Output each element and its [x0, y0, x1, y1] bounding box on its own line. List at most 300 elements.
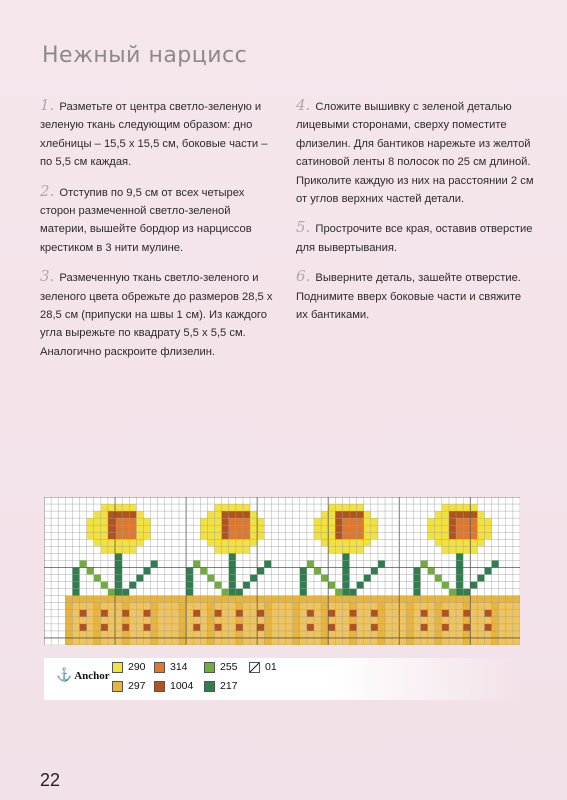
- stitch-cell: [229, 582, 236, 589]
- stitch-cell: [392, 617, 399, 624]
- stitch-cell: [492, 638, 499, 645]
- stitch-cell: [101, 525, 108, 532]
- stitch-cell: [342, 525, 349, 532]
- stitch-cell: [293, 603, 300, 610]
- stitch-cell: [129, 631, 136, 638]
- stitch-cell: [222, 518, 229, 525]
- stitch-cell: [335, 596, 342, 603]
- stitch-cell: [229, 589, 236, 596]
- stitch-cell: [435, 532, 442, 539]
- step-text: Отступив по 9,5 см от всех четырех сторон размеченной светло-зеленой материи, вышейте бордюр из нарциссов крестиком в 3 нити мулине.: [40, 186, 252, 254]
- stitch-cell: [442, 504, 449, 511]
- stitch-cell: [186, 638, 193, 645]
- stitch-cell: [200, 631, 207, 638]
- stitch-cell: [484, 631, 491, 638]
- stitch-cell: [193, 596, 200, 603]
- stitch-cell: [250, 610, 257, 617]
- stitch-cell: [357, 532, 364, 539]
- stitch-cell: [229, 624, 236, 631]
- stitch-cell: [151, 610, 158, 617]
- stitch-cell: [413, 610, 420, 617]
- step-6: [296, 267, 536, 324]
- stitch-cell: [328, 610, 335, 617]
- stitch-cell: [513, 596, 520, 603]
- stitch-cell: [122, 532, 129, 539]
- stitch-cell: [87, 525, 94, 532]
- stitch-cell: [115, 553, 122, 560]
- step-number: 4.: [296, 96, 311, 114]
- stitch-cell: [172, 631, 179, 638]
- legend-code: 217: [220, 680, 238, 692]
- stitch-cell: [442, 511, 449, 518]
- stitch-cell: [264, 631, 271, 638]
- stitch-cell: [108, 631, 115, 638]
- stitch-cell: [229, 603, 236, 610]
- stitch-cell: [413, 567, 420, 574]
- stitch-cell: [321, 638, 328, 645]
- stitch-cell: [236, 603, 243, 610]
- stitch-cell: [136, 525, 143, 532]
- stitch-cell: [371, 518, 378, 525]
- stitch-cell: [87, 532, 94, 539]
- stitch-cell: [257, 638, 264, 645]
- stitch-cell: [321, 539, 328, 546]
- stitch-cell: [207, 532, 214, 539]
- stitch-cell: [477, 525, 484, 532]
- stitch-cell: [207, 575, 214, 582]
- stitch-cell: [357, 518, 364, 525]
- stitch-cell: [506, 603, 513, 610]
- stitch-cell: [179, 617, 186, 624]
- stitch-cell: [328, 596, 335, 603]
- stitch-cell: [371, 610, 378, 617]
- stitch-cell: [335, 617, 342, 624]
- stitch-cell: [442, 532, 449, 539]
- stitch-cell: [172, 610, 179, 617]
- stitch-cell: [151, 603, 158, 610]
- stitch-cell: [243, 504, 250, 511]
- stitch-cell: [406, 624, 413, 631]
- stitch-cell: [207, 525, 214, 532]
- stitch-cell: [513, 638, 520, 645]
- stitch-cell: [484, 532, 491, 539]
- stitch-cell: [307, 638, 314, 645]
- stitch-cell: [392, 624, 399, 631]
- stitch-cell: [470, 518, 477, 525]
- stitch-cell: [442, 518, 449, 525]
- stitch-cell: [72, 624, 79, 631]
- stitch-cell: [300, 575, 307, 582]
- stitch-cell: [385, 596, 392, 603]
- stitch-cell: [399, 624, 406, 631]
- stitch-cell: [136, 631, 143, 638]
- stitch-cell: [463, 624, 470, 631]
- stitch-cell: [72, 610, 79, 617]
- stitch-cell: [257, 525, 264, 532]
- stitch-cell: [470, 532, 477, 539]
- stitch-cell: [307, 560, 314, 567]
- stitch-cell: [349, 525, 356, 532]
- stitch-cell: [314, 567, 321, 574]
- stitch-cell: [307, 603, 314, 610]
- stitch-cell: [222, 532, 229, 539]
- stitch-cell: [115, 596, 122, 603]
- stitch-cell: [328, 638, 335, 645]
- stitch-cell: [115, 567, 122, 574]
- stitch-cell: [300, 589, 307, 596]
- stitch-cell: [236, 532, 243, 539]
- step-number: 2.: [40, 181, 55, 200]
- stitch-cell: [94, 511, 101, 518]
- stitch-cell: [492, 610, 499, 617]
- stitch-cell: [151, 596, 158, 603]
- stitch-cell: [328, 518, 335, 525]
- stitch-cell: [257, 532, 264, 539]
- stitch-cell: [257, 518, 264, 525]
- stitch-cell: [456, 596, 463, 603]
- stitch-cell: [250, 603, 257, 610]
- stitch-cell: [236, 631, 243, 638]
- stitch-cell: [271, 617, 278, 624]
- stitch-cell: [349, 610, 356, 617]
- stitch-cell: [506, 596, 513, 603]
- stitch-cell: [215, 638, 222, 645]
- stitch-cell: [435, 603, 442, 610]
- stitch-cell: [456, 631, 463, 638]
- cross-stitch-chart: [44, 497, 520, 645]
- stitch-cell: [101, 596, 108, 603]
- stitch-cell: [442, 546, 449, 553]
- stitch-cell: [80, 617, 87, 624]
- stitch-cell: [179, 603, 186, 610]
- stitch-cell: [222, 596, 229, 603]
- stitch-cell: [470, 638, 477, 645]
- stitch-cell: [229, 532, 236, 539]
- stitch-cell: [72, 582, 79, 589]
- stitch-cell: [477, 638, 484, 645]
- stitch-cell: [342, 582, 349, 589]
- stitch-cell: [399, 603, 406, 610]
- stitch-cell: [236, 610, 243, 617]
- stitch-cell: [158, 610, 165, 617]
- swatch: [204, 681, 215, 692]
- stitch-cell: [335, 631, 342, 638]
- swatch: [112, 681, 123, 692]
- stitch-cell: [136, 575, 143, 582]
- stitch-cell: [200, 518, 207, 525]
- stitch-cell: [222, 511, 229, 518]
- stitch-cell: [428, 567, 435, 574]
- stitch-cell: [477, 596, 484, 603]
- cross-stitch-grid: [44, 497, 520, 645]
- stitch-cell: [456, 638, 463, 645]
- stitch-cell: [115, 511, 122, 518]
- legend-code: 01: [265, 661, 277, 673]
- stitch-cell: [449, 617, 456, 624]
- stitch-cell: [165, 603, 172, 610]
- stitch-cell: [435, 525, 442, 532]
- stitch-cell: [364, 638, 371, 645]
- stitch-cell: [129, 596, 136, 603]
- stitch-cell: [477, 631, 484, 638]
- stitch-cell: [129, 624, 136, 631]
- stitch-cell: [87, 596, 94, 603]
- stitch-cell: [129, 546, 136, 553]
- stitch-cell: [378, 560, 385, 567]
- stitch-cell: [207, 617, 214, 624]
- stitch-cell: [215, 511, 222, 518]
- stitch-cell: [286, 610, 293, 617]
- stitch-cell: [236, 638, 243, 645]
- stitch-cell: [229, 518, 236, 525]
- stitch-cell: [286, 603, 293, 610]
- stitch-cell: [499, 603, 506, 610]
- stitch-cell: [499, 624, 506, 631]
- stitch-cell: [108, 610, 115, 617]
- stitch-cell: [257, 596, 264, 603]
- stitch-cell: [243, 518, 250, 525]
- stitch-cell: [193, 560, 200, 567]
- stitch-cell: [207, 539, 214, 546]
- legend-item-255: [204, 661, 238, 673]
- stitch-cell: [115, 610, 122, 617]
- stitch-cell: [342, 511, 349, 518]
- stitch-cell: [477, 575, 484, 582]
- stitch-cell: [484, 518, 491, 525]
- stitch-cell: [442, 610, 449, 617]
- stitch-cell: [94, 525, 101, 532]
- stitch-cell: [456, 553, 463, 560]
- stitch-cell: [65, 596, 72, 603]
- stitch-cell: [236, 617, 243, 624]
- stitch-cell: [243, 596, 250, 603]
- stitch-cell: [470, 539, 477, 546]
- stitch-cell: [122, 546, 129, 553]
- step-text: Размеченную ткань светло-зеленого и зеленого цвета обрежьте до размеров 28,5 х 28,5 см (припуски на швы 1 см). Из каждого угла вырежьте по квадрату 5,5 х 5,5 см. Аналогично раскроите флизелин.: [40, 272, 273, 358]
- stitch-cell: [101, 624, 108, 631]
- stitch-cell: [151, 624, 158, 631]
- stitch-cell: [300, 582, 307, 589]
- stitch-cell: [236, 511, 243, 518]
- stitch-cell: [442, 617, 449, 624]
- stitch-cell: [87, 603, 94, 610]
- stitch-cell: [115, 560, 122, 567]
- stitch-cell: [200, 596, 207, 603]
- stitch-cell: [94, 631, 101, 638]
- stitch-cell: [115, 631, 122, 638]
- stitch-cell: [264, 624, 271, 631]
- stitch-cell: [229, 610, 236, 617]
- stitch-cell: [321, 511, 328, 518]
- stitch-cell: [300, 603, 307, 610]
- stitch-cell: [378, 596, 385, 603]
- stitch-cell: [186, 582, 193, 589]
- stitch-cell: [463, 638, 470, 645]
- stitch-cell: [492, 617, 499, 624]
- stitch-cell: [108, 624, 115, 631]
- stitch-cell: [243, 539, 250, 546]
- stitch-cell: [122, 589, 129, 596]
- stitch-cell: [484, 596, 491, 603]
- stitch-cell: [250, 624, 257, 631]
- stitch-cell: [349, 518, 356, 525]
- stitch-cell: [122, 624, 129, 631]
- stitch-cell: [158, 631, 165, 638]
- stitch-cell: [321, 617, 328, 624]
- stitch-cell: [278, 617, 285, 624]
- stitch-cell: [342, 532, 349, 539]
- stitch-cell: [257, 567, 264, 574]
- stitch-cell: [442, 624, 449, 631]
- step-number: 1.: [40, 96, 55, 114]
- stitch-cell: [321, 525, 328, 532]
- stitch-cell: [264, 617, 271, 624]
- stitch-cell: [108, 518, 115, 525]
- stitch-cell: [87, 631, 94, 638]
- stitch-cell: [499, 596, 506, 603]
- stitch-cell: [456, 518, 463, 525]
- stitch-cell: [115, 617, 122, 624]
- stitch-cell: [321, 603, 328, 610]
- stitch-cell: [470, 504, 477, 511]
- stitch-cell: [435, 511, 442, 518]
- stitch-cell: [364, 603, 371, 610]
- stitch-cell: [72, 603, 79, 610]
- stitch-cell: [293, 638, 300, 645]
- stitch-cell: [94, 638, 101, 645]
- stitch-cell: [342, 560, 349, 567]
- stitch-cell: [72, 567, 79, 574]
- stitch-cell: [399, 631, 406, 638]
- stitch-cell: [286, 638, 293, 645]
- stitch-cell: [435, 631, 442, 638]
- stitch-cell: [300, 638, 307, 645]
- stitch-cell: [413, 624, 420, 631]
- stitch-cell: [492, 603, 499, 610]
- stitch-cell: [463, 596, 470, 603]
- stitch-cell: [250, 631, 257, 638]
- stitch-cell: [122, 610, 129, 617]
- stitch-cell: [463, 532, 470, 539]
- stitch-cell: [314, 532, 321, 539]
- stitch-cell: [229, 553, 236, 560]
- stitch-cell: [378, 631, 385, 638]
- stitch-cell: [492, 596, 499, 603]
- stitch-cell: [314, 617, 321, 624]
- stitch-cell: [200, 532, 207, 539]
- stitch-cell: [236, 546, 243, 553]
- stitch-cell: [136, 518, 143, 525]
- stitch-cell: [215, 631, 222, 638]
- step-5: [296, 218, 536, 257]
- stitch-cell: [435, 624, 442, 631]
- stitch-cell: [207, 596, 214, 603]
- stitch-cell: [435, 596, 442, 603]
- stitch-cell: [200, 610, 207, 617]
- stitch-cell: [215, 624, 222, 631]
- stitch-cell: [215, 596, 222, 603]
- stitch-cell: [72, 575, 79, 582]
- stitch-cell: [499, 631, 506, 638]
- stitch-cell: [229, 546, 236, 553]
- stitch-cell: [101, 617, 108, 624]
- stitch-cell: [286, 624, 293, 631]
- stitch-cell: [136, 532, 143, 539]
- stitch-cell: [250, 617, 257, 624]
- stitch-cell: [321, 624, 328, 631]
- stitch-cell: [293, 610, 300, 617]
- stitch-cell: [449, 511, 456, 518]
- stitch-cell: [129, 504, 136, 511]
- stitch-cell: [271, 631, 278, 638]
- stitch-cell: [165, 638, 172, 645]
- stitch-cell: [300, 596, 307, 603]
- stitch-cell: [236, 539, 243, 546]
- stitch-cell: [122, 617, 129, 624]
- stitch-cell: [342, 596, 349, 603]
- stitch-cell: [143, 631, 150, 638]
- stitch-cell: [80, 603, 87, 610]
- stitch-cell: [80, 631, 87, 638]
- stitch-cell: [136, 511, 143, 518]
- stitch-cell: [172, 638, 179, 645]
- stitch-cell: [470, 631, 477, 638]
- stitch-cell: [349, 532, 356, 539]
- stitch-cell: [250, 575, 257, 582]
- instructions-left-column: [40, 96, 280, 371]
- stitch-cell: [115, 518, 122, 525]
- stitch-cell: [129, 603, 136, 610]
- stitch-cell: [456, 567, 463, 574]
- stitch-cell: [222, 525, 229, 532]
- stitch-cell: [342, 539, 349, 546]
- stitch-cell: [129, 532, 136, 539]
- stitch-cell: [371, 532, 378, 539]
- stitch-cell: [449, 631, 456, 638]
- stitch-cell: [321, 610, 328, 617]
- stitch-cell: [151, 638, 158, 645]
- stitch-cell: [278, 596, 285, 603]
- stitch-cell: [456, 617, 463, 624]
- stitch-cell: [449, 539, 456, 546]
- stitch-cell: [94, 624, 101, 631]
- stitch-cell: [335, 504, 342, 511]
- stitch-cell: [101, 582, 108, 589]
- page-title: Нежный нарцисс: [42, 43, 248, 68]
- stitch-cell: [108, 596, 115, 603]
- stitch-cell: [449, 546, 456, 553]
- stitch-cell: [364, 532, 371, 539]
- stitch-cell: [449, 518, 456, 525]
- stitch-cell: [449, 624, 456, 631]
- stitch-cell: [136, 539, 143, 546]
- stitch-cell: [428, 624, 435, 631]
- stitch-cell: [243, 511, 250, 518]
- stitch-cell: [122, 539, 129, 546]
- stitch-cell: [207, 610, 214, 617]
- stitch-cell: [364, 617, 371, 624]
- stitch-cell: [463, 546, 470, 553]
- stitch-cell: [72, 589, 79, 596]
- stitch-cell: [349, 589, 356, 596]
- stitch-cell: [143, 638, 150, 645]
- stitch-cell: [207, 631, 214, 638]
- stitch-cell: [456, 589, 463, 596]
- stitch-cell: [101, 638, 108, 645]
- stitch-cell: [222, 638, 229, 645]
- stitch-cell: [165, 624, 172, 631]
- stitch-cell: [364, 610, 371, 617]
